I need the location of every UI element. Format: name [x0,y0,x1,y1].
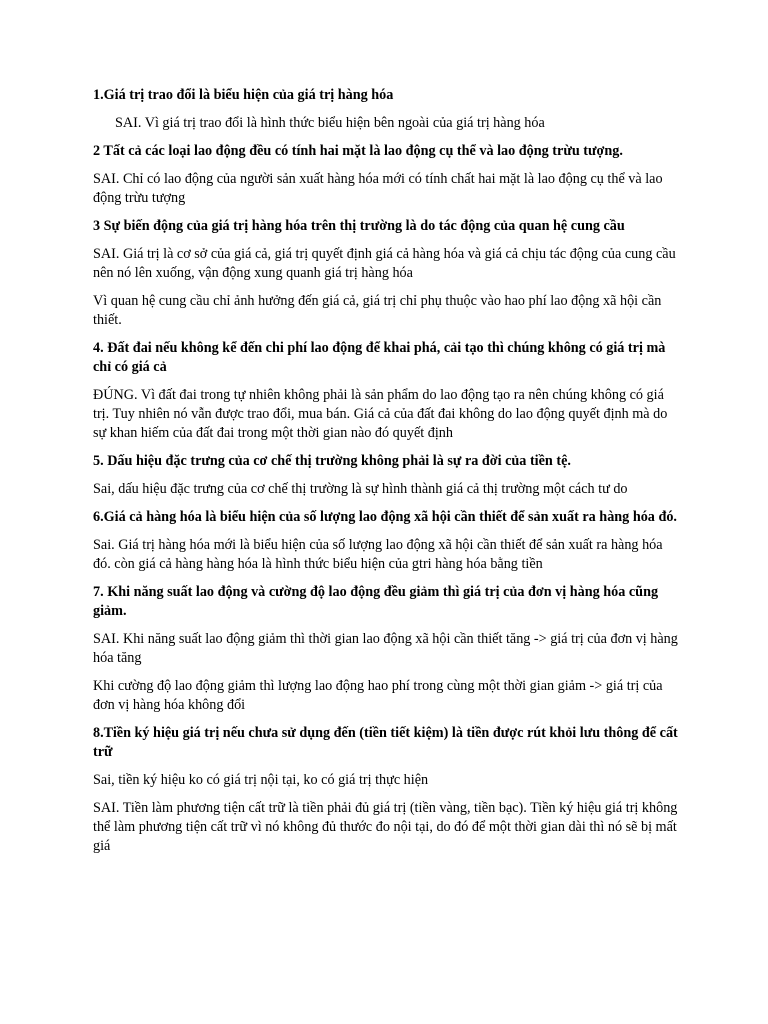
answer-3b: Vì quan hệ cung cầu chỉ ảnh hưởng đến giá cả, giá trị chỉ phụ thuộc vào hao phí lao động xã hội cần thiết. [93,293,662,328]
answer-8b: SAI. Tiền làm phương tiện cất trữ là tiền phải đủ giá trị (tiền vàng, tiền bạc). Tiền ký hiệu giá trị không thể làm phương tiện cất trữ vì nó không đủ thước đo nội tại, do đó để một thời gian dài thì nó sẽ bị mất giá [93,800,678,854]
question-2: 2 Tất cả các loại lao động đều có tính hai mặt là lao động cụ thể và lao động trừu tượng. [93,143,623,159]
question-8: 8.Tiền ký hiệu giá trị nếu chưa sử dụng đến (tiền tiết kiệm) là tiền được rút khỏi lưu thông để cất trữ [93,725,678,760]
question-7: 7. Khi năng suất lao động và cường độ lao động đều giảm thì giá trị của đơn vị hàng hóa cũng giảm. [93,584,659,619]
question-4: 4. Đất đai nếu không kể đến chi phí lao động để khai phá, cải tạo thì chúng không có giá trị mà chỉ có giá cả [93,340,666,375]
question-3: 3 Sự biến động của giá trị hàng hóa trên thị trường là do tác động của quan hệ cung cầu [93,218,625,234]
question-1: 1.Giá trị trao đổi là biểu hiện của giá trị hàng hóa [93,87,394,103]
answer-6: Sai. Giá trị hàng hóa mới là biểu hiện của số lượng lao động xã hội cần thiết để sản xuất ra hàng hóa đó. còn giá cả hàng hàng hóa là hình thức biểu hiện của gtri hàng hóa bằng tiền [93,537,663,572]
answer-2: SAI. Chỉ có lao động của người sản xuất hàng hóa mới có tính chất hai mặt là lao động cụ thể và lao động trừu tượng [93,171,663,206]
answer-5: Sai, dấu hiệu đặc trưng của cơ chế thị trường là sự hình thành giá cả thị trường một cách tư do [93,481,628,497]
answer-7a: SAI. Khi năng suất lao động giảm thì thời gian lao động xã hội cần thiết tăng -> giá trị của đơn vị hàng hóa tăng [93,631,678,666]
question-6: 6.Giá cả hàng hóa là biểu hiện của số lượng lao động xã hội cần thiết để sản xuất ra hàng hóa đó. [93,509,677,525]
answer-3a: SAI. Giá trị là cơ sở của giá cả, giá trị quyết định giá cả hàng hóa và giá cả chịu tác động của cung cầu nên nó lên xuống, vận động xung quanh giá trị hàng hóa [93,246,676,281]
answer-4: ĐÚNG. Vì đất đai trong tự nhiên không phải là sản phẩm do lao động tạo ra nên chúng không có giá trị. Tuy nhiên nó vẫn được trao đổi, mua bán. Giá cả của đất đai không do lao động quyết định mà do sự khan hiếm của đất đai trong một thời gian nào đó quyết định [93,387,668,441]
answer-7b: Khi cường độ lao động giảm thì lượng lao động hao phí trong cùng một thời gian giảm -> giá trị của đơn vị hàng hóa không đổi [93,678,663,713]
question-5: 5. Dấu hiệu đặc trưng của cơ chế thị trường không phải là sự ra đời của tiền tệ. [93,453,571,469]
answer-8a: Sai, tiền ký hiệu ko có giá trị nội tại, ko có giá trị thực hiện [93,772,429,788]
document-body [93,86,683,865]
answer-1: SAI. Vì giá trị trao đổi là hình thức biểu hiện bên ngoài của giá trị hàng hóa [115,115,545,131]
